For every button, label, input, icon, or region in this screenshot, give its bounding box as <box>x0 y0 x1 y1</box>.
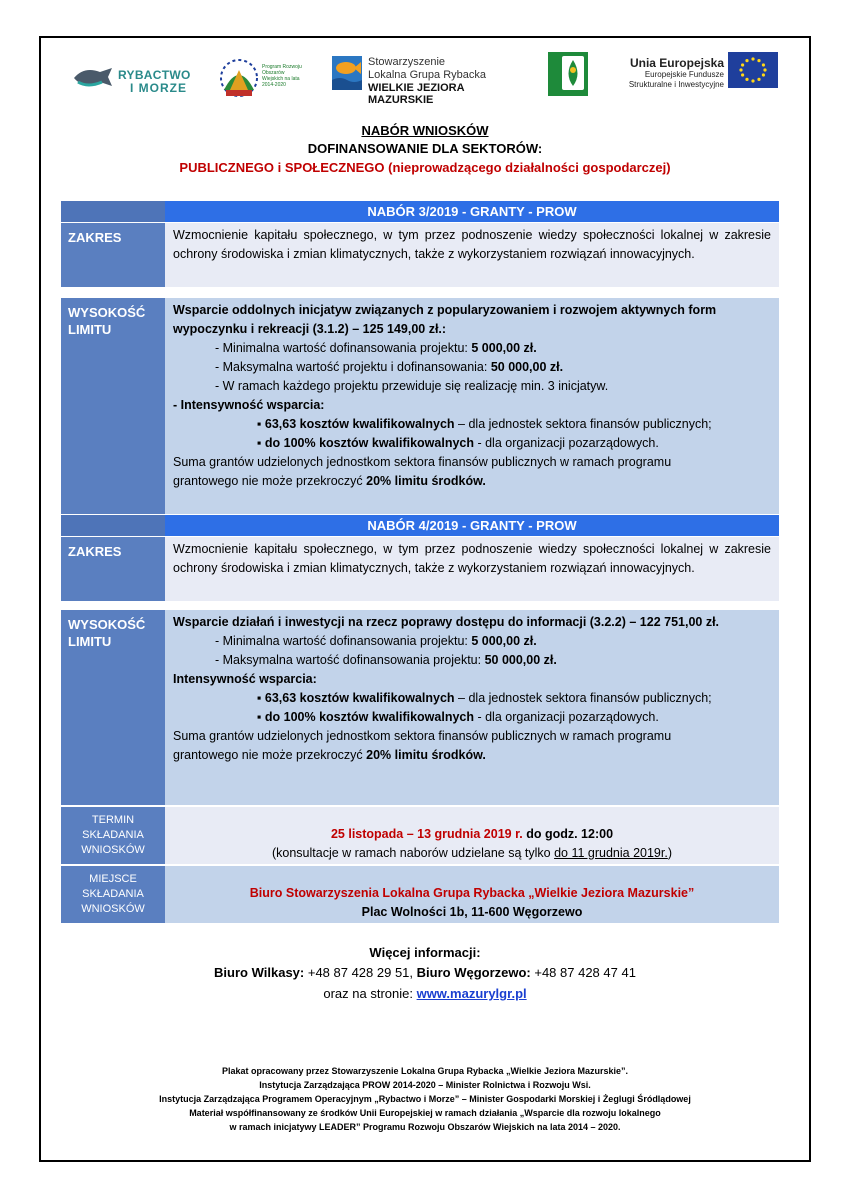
rybactwo-logo <box>72 58 192 98</box>
nabor2-limit-row <box>61 610 779 805</box>
nabor1-ini: - W ramach każdego projektu przewiduje się realizację min. 3 inicjatyw. <box>215 379 609 393</box>
leader-leaf-icon <box>562 56 584 90</box>
info-wegorzewo-phone: +48 87 428 47 41 <box>530 965 636 980</box>
footer-line-5: w ramach inicjatywy LEADER” Programu Rozwoju Obszarów Wiejskich na lata 2014 – 2020. <box>229 1122 621 1132</box>
miejsce-row <box>61 866 779 923</box>
nabor1-max <box>173 358 771 377</box>
nabor1-zakres-label: ZAKRES <box>61 223 165 287</box>
termin-dates-line <box>173 825 771 844</box>
nabor1-header-row <box>61 201 779 222</box>
nabor2-suma-1: Suma grantów udzielonych jednostkom sektora finansów publicznych w ramach programu <box>173 729 672 743</box>
nabor2-min-value: 5 000,00 zł. <box>471 634 537 648</box>
nabor2-zakres-label: ZAKRES <box>61 537 165 601</box>
page-subtitle: DOFINANSOWANIE DLA SEKTORÓW: <box>307 141 543 156</box>
logo-bar <box>70 50 780 110</box>
prow-emblem-icon <box>216 50 262 106</box>
nabor1-zakres-row <box>61 223 779 287</box>
nabor1-suma-bold: 20% limitu środków. <box>366 474 486 488</box>
info-site-text: oraz na stronie: <box>323 986 417 1001</box>
nabor1-bullet1-bold: ▪ 63,63 kosztów kwalifikowalnych <box>257 417 455 431</box>
info-wilkasy-phone: +48 87 428 29 51, <box>304 965 417 980</box>
nabor2-title: NABÓR 4/2019 - GRANTY - PROW <box>165 515 779 536</box>
nabor2-max-text: - Maksymalna wartość dofinansowania projektu: <box>215 653 485 667</box>
nabor1-limit-label <box>61 298 165 514</box>
rybactwo-line1: RYBACTWO <box>118 68 191 82</box>
eu-flag-icon <box>728 52 778 88</box>
info-wilkasy-label: Biuro Wilkasy: <box>214 965 305 980</box>
nabor2-bullet1-rest: – dla jednostek sektora finansów publicznych; <box>454 691 712 705</box>
nabor2-intens-label: Intensywność wsparcia: <box>173 672 317 686</box>
termin-label-3: WNIOSKÓW <box>81 844 145 856</box>
termin-consult-1: (konsultacje w ramach naborów udzielane są tylko <box>271 846 555 860</box>
lgr-line3: WIELKIE JEZIORA MAZURSKIE <box>368 82 465 106</box>
nabor1-min <box>173 339 771 358</box>
miejsce-label-1: MIEJSCE <box>89 873 137 885</box>
nabor1-min-text: - Minimalna wartość dofinansowania projektu: <box>215 341 472 355</box>
footer-line-3: Instytucja Zarządzająca Programem Operacyjnym „Rybactwo i Morze” – Minister Gospodarki Morskiej i Żeglugi Śródlądowej <box>159 1094 691 1104</box>
nabor1-zakres-text: Wzmocnienie kapitału społecznego, w tym przez podnoszenie wiedzy społeczności lokalnej w zakresie ochrony środowiska i zmian klimatycznych, także z wykorzystaniem rozwiązań innowacyjnych. <box>165 223 779 287</box>
termin-consult <box>173 844 771 863</box>
footer-line-1: Plakat opracowany przez Stowarzyszenie Lokalna Grupa Rybacka „Wielkie Jeziora Mazurskie”. <box>221 1066 629 1076</box>
nabor2-min-text: - Minimalna wartość dofinansowania projektu: <box>215 634 472 648</box>
nabor1-bullet2-bold: ▪ do 100% kosztów kwalifikowalnych <box>257 436 474 450</box>
lgr-logo <box>332 52 532 106</box>
nabor2-max <box>173 651 771 670</box>
footer-line-2: Instytucja Zarządzająca PROW 2014-2020 – Minister Rolnictwa i Rozwoju Wsi. <box>259 1080 591 1090</box>
termin-row <box>61 807 779 864</box>
ue-text <box>610 56 724 90</box>
leader-logo <box>548 52 588 96</box>
nabor2-bullet2 <box>173 708 771 727</box>
nabor2-limit-label <box>61 610 165 805</box>
nabor1-limit-label-2: LIMITU <box>68 322 112 337</box>
nabor1-limit-row <box>61 298 779 514</box>
termin-time: do godz. 12:00 <box>522 827 614 841</box>
nabor2-zakres-text: Wzmocnienie kapitału społecznego, w tym przez podnoszenie wiedzy społeczności lokalnej w zakresie ochrony środowiska i zmian klimatycznych, także z wykorzystaniem rozwiązań innowacyjnych. <box>165 537 779 601</box>
termin-content <box>165 807 779 864</box>
nabor1-header-left <box>61 201 165 222</box>
page-title: NABÓR WNIOSKÓW <box>361 123 489 138</box>
lgr-fish-icon <box>332 56 362 90</box>
nabor2-limit-label-2: LIMITU <box>68 634 112 649</box>
termin-label-2: SKŁADANIA <box>82 829 144 841</box>
nabor2-zakres-row <box>61 537 779 601</box>
nabor1-max-value: 50 000,00 zł. <box>490 360 564 374</box>
termin-label-1: TERMIN <box>91 814 135 826</box>
lgr-line2: Lokalna Grupa Rybacka <box>368 69 487 81</box>
miejsce-office: Biuro Stowarzyszenia Lokalna Grupa Rybacka „Wielkie Jeziora Mazurskie” <box>249 886 695 900</box>
nabor1-limit-label-1: WYSOKOŚĆ <box>68 305 146 320</box>
footer-line-4: Materiał współfinansowany ze środków Unii Europejskiej w ramach działania „Wsparcie dla rozwoju lokalnego <box>189 1108 661 1118</box>
nabor2-header-row <box>61 515 779 536</box>
ue-line3: Strukturalne i Inwestycyjne <box>628 80 724 89</box>
info-site <box>40 986 810 1001</box>
nabor2-header-left <box>61 515 165 536</box>
nabor1-bullet1 <box>173 415 771 434</box>
nabor2-bullet1 <box>173 689 771 708</box>
ue-line2: Europejskie Fundusze <box>644 70 724 79</box>
prow-logo <box>216 50 302 106</box>
nabor2-limit-label-1: WYSOKOŚĆ <box>68 617 146 632</box>
nabor1-suma-1: Suma grantów udzielonych jednostkom sektora finansów publicznych w ramach programu <box>173 455 672 469</box>
info-heading: Więcej informacji: <box>369 945 481 960</box>
nabor1-lead: Wsparcie oddolnych inicjatyw związanych z popularyzowaniem i rozwojem aktywnych form wypoczynku i rekreacji (3.1.2) – 125 149,00 zł.: <box>173 303 717 336</box>
termin-consult-2: ) <box>667 846 673 860</box>
miejsce-label-2: SKŁADANIA <box>82 888 144 900</box>
nabor2-suma-2 <box>173 746 771 765</box>
nabor1-bullet1-rest: – dla jednostek sektora finansów publicznych; <box>454 417 712 431</box>
fish-icon <box>72 64 116 90</box>
termin-label <box>61 807 165 864</box>
nabor1-min-value: 5 000,00 zł. <box>471 341 537 355</box>
nabor2-min <box>173 632 771 651</box>
info-phones <box>40 965 810 980</box>
footer <box>40 1064 810 1134</box>
nabor2-suma-2-text: grantowego nie może przekroczyć <box>173 748 367 762</box>
nabor1-limit-content <box>165 298 779 514</box>
miejsce-content <box>165 866 779 923</box>
nabor2-lead: Wsparcie działań i inwestycji na rzecz poprawy dostępu do informacji (3.2.2) – 122 751,00 zł. <box>173 615 720 629</box>
info-wegorzewo-label: Biuro Węgorzewo: <box>416 965 531 980</box>
termin-consult-date: do 11 grudnia 2019r. <box>554 846 668 860</box>
nabor2-bullet2-rest: - dla organizacji pozarządowych. <box>474 710 659 724</box>
ue-line1: Unia Europejska <box>629 56 724 70</box>
termin-dates: 25 listopada – 13 grudnia 2019 r. <box>330 827 523 841</box>
nabor1-bullet2 <box>173 434 771 453</box>
miejsce-label <box>61 866 165 923</box>
miejsce-address: Plac Wolności 1b, 11-600 Węgorzewo <box>361 905 583 919</box>
lgr-line1: Stowarzyszenie <box>368 56 446 68</box>
nabor2-suma-bold: 20% limitu środków. <box>366 748 486 762</box>
sectors-heading: PUBLICZNEGO i SPOŁECZNEGO (nieprowadzącego działalności gospodarczej) <box>179 160 671 175</box>
nabor1-title: NABÓR 3/2019 - GRANTY - PROW <box>165 201 779 222</box>
nabor2-max-value: 50 000,00 zł. <box>484 653 557 667</box>
nabor2-limit-content <box>165 610 779 805</box>
website-link[interactable]: www.mazurylgr.pl <box>416 986 527 1001</box>
nabor1-bullet2-rest: - dla organizacji pozarządowych. <box>474 436 659 450</box>
nabor2-bullet2-bold: ▪ do 100% kosztów kwalifikowalnych <box>257 710 474 724</box>
nabor1-suma-2-text: grantowego nie może przekroczyć <box>173 474 367 488</box>
nabor1-intens-label: - Intensywność wsparcia: <box>173 398 325 412</box>
nabor1-max-text: - Maksymalna wartość projektu i dofinansowania: <box>215 360 491 374</box>
nabor1-suma-2 <box>173 472 771 491</box>
miejsce-label-3: WNIOSKÓW <box>81 903 145 915</box>
nabor2-bullet1-bold: ▪ 63,63 kosztów kwalifikowalnych <box>257 691 455 705</box>
prow-text: Program Rozwoju Obszarów Wiejskich na lata 2014-2020 <box>262 64 302 88</box>
rybactwo-line2: I MORZE <box>130 81 187 95</box>
